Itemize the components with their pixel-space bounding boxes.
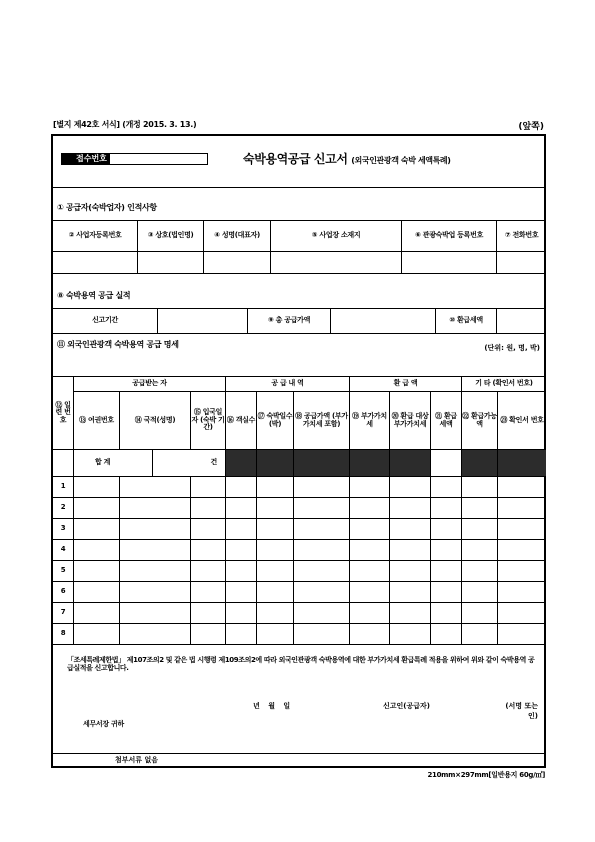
col-nationality: ⑭ 국적(성명) [134, 415, 176, 424]
form-title-sub: (외국인관광객 숙박 세액특례) [351, 156, 451, 165]
form-title [243, 150, 451, 167]
col-certificate: ㉓ 확인서 번호 [500, 415, 544, 424]
declarant-label[interactable]: 신고인(공급자) [383, 702, 430, 710]
field-report-period-value[interactable] [158, 309, 247, 333]
col-rooms: ⑯ 객실수 [226, 415, 256, 424]
col-address: ⑤ 사업장 소재지 [311, 231, 361, 240]
col-refundable: ㉒ 환급가능액 [462, 412, 497, 428]
page-label: (앞쪽) [518, 122, 544, 132]
date-line: 년 월 일 [253, 702, 291, 710]
form-code: [별지 제42호 서식] (개정 2015. 3. 13.) [53, 120, 197, 129]
row-number: 2 [60, 503, 66, 512]
form-title-main: 숙박용역공급 신고서 [243, 152, 348, 166]
field-refund-value[interactable] [497, 309, 546, 333]
group-recipient: 공급받는 자 [132, 379, 167, 388]
col-passport: ⑬ 여권번호 [79, 415, 114, 424]
field-report-period-label: 신고기간 [92, 316, 118, 325]
total-count-label: 건 [210, 458, 217, 467]
section2-heading: ⑧ 숙박용역 공급 실적 [57, 291, 131, 300]
total-shaded-block-2 [462, 450, 546, 476]
group-other: 기 타 (확인서 번호) [475, 379, 533, 388]
group-supply: 공 급 내 역 [271, 379, 304, 388]
col-representative: ④ 성명(대표자) [214, 231, 260, 240]
col-nights: ⑰ 숙박일수 (박) [257, 412, 293, 428]
col-supply-amount: ⑱ 공급가액 (부가가치세 포함) [295, 412, 348, 428]
declaration-note: 「조세특례제한법」 제107조의2 및 같은 법 시행령 제109조의2에 따라 외국인관광객 숙박용역에 대한 부가가치세 환급특례 적용을 위하여 위와 같이 숙박용역 공급실적을 신고합니다. [67, 656, 535, 673]
sign-label[interactable]: (서명 또는 인) [505, 702, 538, 720]
col-entry-date: ⑮ 입국일자 (숙박 기간) [191, 408, 225, 432]
section3-heading: ⑪ 외국인관광객 숙박용역 공급 명세 [57, 340, 179, 349]
paper-size-footer: 210mm×297mm[일반용지 60g/㎡] [427, 771, 545, 779]
field-refund-label: ⑩ 환급세액 [449, 316, 483, 325]
row-number: 4 [60, 545, 66, 554]
col-phone: ⑦ 전화번호 [504, 231, 539, 240]
col-refund-target: ⑳ 환급 대상 부가가치세 [391, 412, 429, 428]
col-refund-tax: ㉑ 환급 세액 [435, 412, 457, 428]
total-label: 합 계 [94, 458, 111, 467]
row-number: 8 [60, 629, 66, 638]
group-refund: 환 급 액 [393, 379, 418, 388]
row-number: 5 [60, 566, 66, 575]
col-vat: ⑲ 부가가치세 [352, 412, 387, 428]
declaration-form [51, 134, 546, 768]
row-number: 3 [60, 524, 66, 533]
row-number: 7 [60, 608, 66, 617]
field-total-supply-label: ⑨ 총 공급가액 [267, 316, 311, 325]
row-number: 6 [60, 587, 66, 596]
field-total-supply-value[interactable] [331, 309, 435, 333]
section1-heading: ① 공급자(숙박업자) 인적사항 [57, 203, 157, 212]
receipt-number-box [61, 153, 208, 165]
unit-label: (단위: 원, 명, 박) [484, 344, 540, 352]
addressee: 세무서장 귀하 [83, 720, 124, 728]
col-serial: ⑫ 일련 번호 [55, 400, 71, 424]
receipt-number-label: 접수번호 [76, 154, 107, 163]
attachment-label: 첨부서류 없음 [115, 756, 159, 764]
col-company-name: ③ 상호(법인명) [147, 231, 194, 240]
row-number: 1 [60, 482, 66, 491]
col-business-number: ② 사업자등록번호 [68, 231, 122, 240]
col-registration-number: ⑥ 관광숙박업 등록번호 [414, 231, 484, 240]
